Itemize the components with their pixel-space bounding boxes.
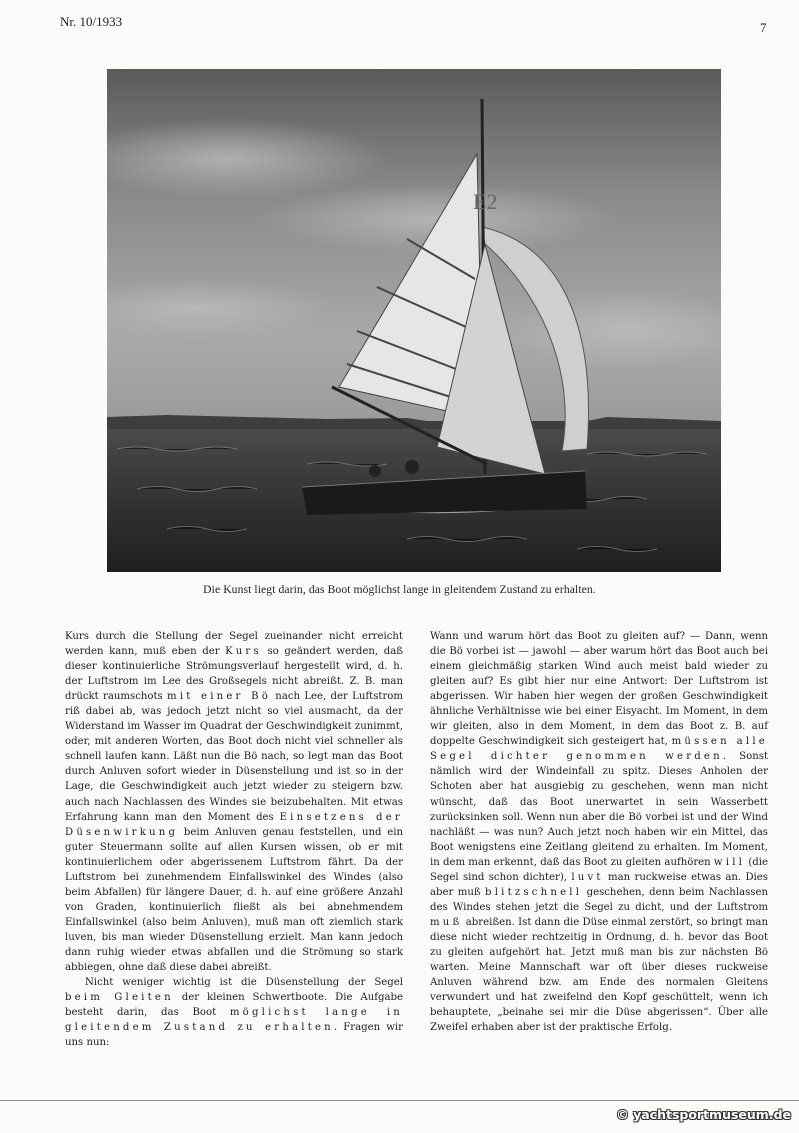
footer-rule (0, 1100, 799, 1101)
sailing-photo (107, 69, 721, 572)
svg-text:E2: E2 (473, 189, 498, 214)
paragraph: Nicht weniger wichtig ist die Düsenstellung der Segel beim Gleiten der kleinen Schwertboote. Die Aufgabe besteht darin, das Boot möglichst lange in gleitendem Zustand zu erhalten. Fragen wir uns nun: (65, 977, 404, 1049)
article-column-right (430, 629, 768, 1035)
issue-label: Nr. 10/1933 (60, 14, 123, 29)
copyright-credit: © yachtsportmuseum.de (616, 1107, 791, 1122)
paragraph: Kurs durch die Stellung der Segel zueinander nicht erreicht werden kann, muß eben der Kurs so geändert werden, daß dieser kontinuierliche Strömungsverlauf hergestellt wird, d. h. der Luftstrom im Lee des Großsegels nicht abreißt. Z. B. man drückt raumschots mit einer Bö nach Lee, der Luftstrom riß dabei ab, was jedoch jetzt nicht so viel ausmacht, da der Widerstand im Wasser im Quadrat der Geschwindigkeit zunimmt, oder, mit anderen Worten, das Boot doch nicht viel schneller als schnell laufen kann. Läßt nun die Bö nach, so legt man das Boot durch Anluven sofort wieder in Düsenstellung und ist so in der Lage, die Geschwindigkeit auch jetzt wieder zu steigern bzw. auch nach Nachlassen des Windes sie beizubehalten. Mit etwas Erfahrung kann man den Moment des Einsetzens der Düsenwirkung beim Anluven genau feststellen, und ein guter Steuermann sollte auf allen Kursen wissen, ob er mit kontinuierlichem oder abgerissenem Luftstrom fährt. Da der Luftstrom bei zunehmendem Einfallswinkel des Windes (also beim Abfallen) für längere Dauer, d. h. auf eine größere Anzahl von Graden, kontinuierlich fließt als bei abnehmendem Einfallswinkel (also beim Anluven), muß man oft ziemlich stark luven, bis man wieder Düsenstellung erzielt. Man kann jedoch dann ruhig wieder etwas abfallen und die Strömung so stark abbiegen, ohne daß diese dabei abreißt. (65, 631, 403, 974)
paragraph: Wann und warum hört das Boot zu gleiten auf? — Dann, wenn die Bö vorbei ist — jawohl — aber warum hört das Boot auch bei einem gleichmäßig starken Wind auch meist bald wieder zu gleiten auf? Es gibt hier nur eine Antwort: Der Luftstrom ist abgerissen. Wir haben hier wegen der großen Geschwindigkeit ähnliche Verhältnisse wie bei einer Eisyacht. Im Moment, in dem wir gleiten, also in dem Moment, in dem das Boot z. B. auf doppelte Geschwindigkeit sich gesteigert hat, müssen alle Segel dichter genommen werden. Sonst nämlich wird der Windeinfall zu spitz. Dieses Anholen der Schoten aber hat ausgiebig zu geschehen, wenn man nicht wünscht, daß das Boot unerwartet in sein Wasserbett zurücksinken soll. Wenn nun aber die Bö vorbei ist und der Wind nachläßt — was nun? Auch jetzt noch haben wir ein Mittel, das Boot wenigstens eine Zeitlang gleitend zu erhalten. Im Moment, in dem man erkennt, daß das Boot zu gleiten aufhören will (die Segel sind schon dichter), luvt man ruckweise etwas an. Dies aber muß blitzschnell geschehen, denn beim Nachlassen des Windes stehen jetzt die Segel zu dicht, und der Luftstrom muß abreißen. Ist dann die Düse einmal zerstört, so bringt man diese nicht wieder rechtzeitig in Ordnung, d. h. bevor das Boot zu gleiten aufgehört hat. Jetzt muß man bis zur nächsten Bö warten. Meine Mannschaft war oft über dieses ruckweise Anluven während bzw. am Ende des normalen Gleitens verwundert und hat zweifelnd den Kopf geschüttelt, wenn ich behauptete, „beinahe sei mir die Düse abgerissen“. Über alle Zweifel erhaben aber ist der praktische Erfolg. (430, 631, 769, 1034)
photo-caption: Die Kunst liegt darin, das Boot möglichst lange in gleitendem Zustand zu erhalten. (203, 583, 596, 596)
page-number: 7 (760, 20, 767, 35)
article-column-left (65, 629, 403, 1050)
